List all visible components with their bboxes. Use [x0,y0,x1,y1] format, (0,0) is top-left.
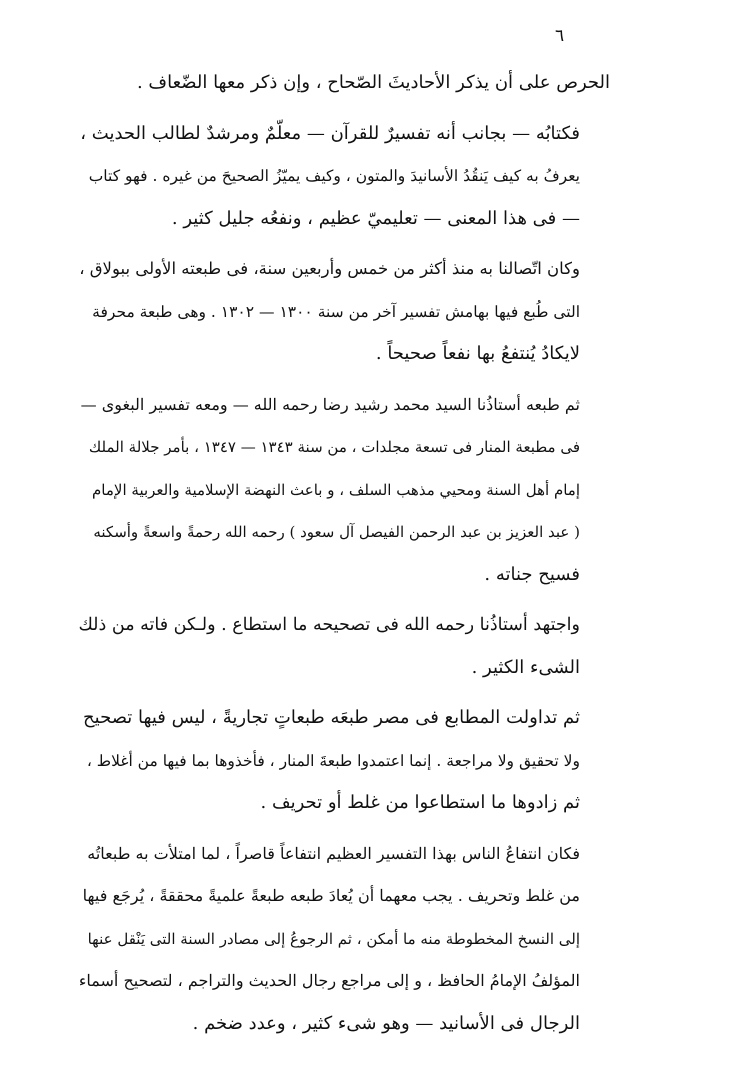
text-line: الرجال فى الأسانيد — وهو شىء كثير ، وعدد ضخم . [192,1012,580,1034]
text-line: الحرص على أن يذكر الأحاديثَ الصّحاح ، وإن ذكر معها الضّعاف . [136,72,610,93]
text-line: ثم تداولت المطابع فى مصر طبعَه طبعاتٍ تجاريةً ، ليس فيها تصحيح [83,707,580,728]
text-line: فكتابُه — بجانب أنه تفسيرٌ للقرآن — معلّمٌ ومرشدٌ لطالب الحديث ، [80,122,580,144]
text-line: — فى هذا المعنى — تعليميّ عظيم ، ونفعُه جليل كثير . [171,207,580,229]
text-line: إلى النسخ المخطوطة منه ما أمكن ، ثم الرجوعُ إلى مصادر السنة التى يَنْقل عنها [87,929,580,948]
paragraph [78,604,610,689]
text-line: التى طُبع فيها بهامش تفسير آخر من سنة ١٣٠٠ — ١٣٠٢ . وهى طبعة محرفة [92,302,580,321]
text-line: المؤلفُ الإمامُ الحافظ ، و إلى مراجع رجال الحديث والتراجم ، لتصحيح أسماء [78,971,580,990]
body-text [78,62,610,1053]
text-line: ثم طبعه أستاذُنا السيد محمد رشيد رضا رحمه الله — ومعه تفسير البغوى — [80,394,580,414]
text-line: لايكادُ يُنتفعُ بها نفعاً صحيحاً . [375,343,580,364]
paragraph [78,384,610,597]
text-line: ولا تحقيق ولا مراجعة . إنما اعتمدوا طبعةَ المنار ، فأخذوها بما فيها من أغلاط ، [86,751,580,770]
paragraph [78,248,610,376]
page-number: ٦ [555,26,565,46]
paragraph [78,113,610,241]
text-line: واجتهد أستاذُنا رحمه الله فى تصحيحه ما استطاع . ولـكن فاته من ذلك [78,615,580,635]
text-line: الشىء الكثير . [471,656,580,678]
text-line: فى مطبعة المنار فى تسعة مجلدات ، من سنة ١٣٤٣ — ١٣٤٧ ، بأمر جلالة الملك [88,438,580,456]
text-line: من غلط وتحريف . يجب معهما أن يُعادَ طبعه طبعةً علميةً محققةً ، يُرجَع فيها [82,886,580,905]
text-line: ( عبد العزيز بن عبد الرحمن الفيصل آل سعود ) رحمه الله رحمةً واسعةً وأسكنه [93,523,580,541]
text-line: فسيح جناته . [484,563,580,585]
text-line: إمام أهل السنة ومحيي مذهب السلف ، و باعث النهضة الإسلامية والعربية الإمام [92,480,580,499]
paragraph [78,833,610,1046]
text-line: يعرفُ به كيف يَنقُدُ الأسانيدَ والمتون ، وكيف يميّزُ الصحيحَ من غيره . فهو كتاب [88,167,580,185]
paragraph [78,697,610,825]
text-line: وكان اتّصالنا به منذ أكثر من خمس وأربعين سنة، فى طبعته الأولى ببولاق ، [79,259,580,278]
text-line: ثم زادوها ما استطاعوا من غلط أو تحريف . [260,792,580,813]
text-line: فكان انتفاعُ الناس بهذا التفسير العظيم انتفاعاً قاصراً ، لما امتلأت به طبعاتُه [87,843,580,863]
paragraph [78,62,610,105]
